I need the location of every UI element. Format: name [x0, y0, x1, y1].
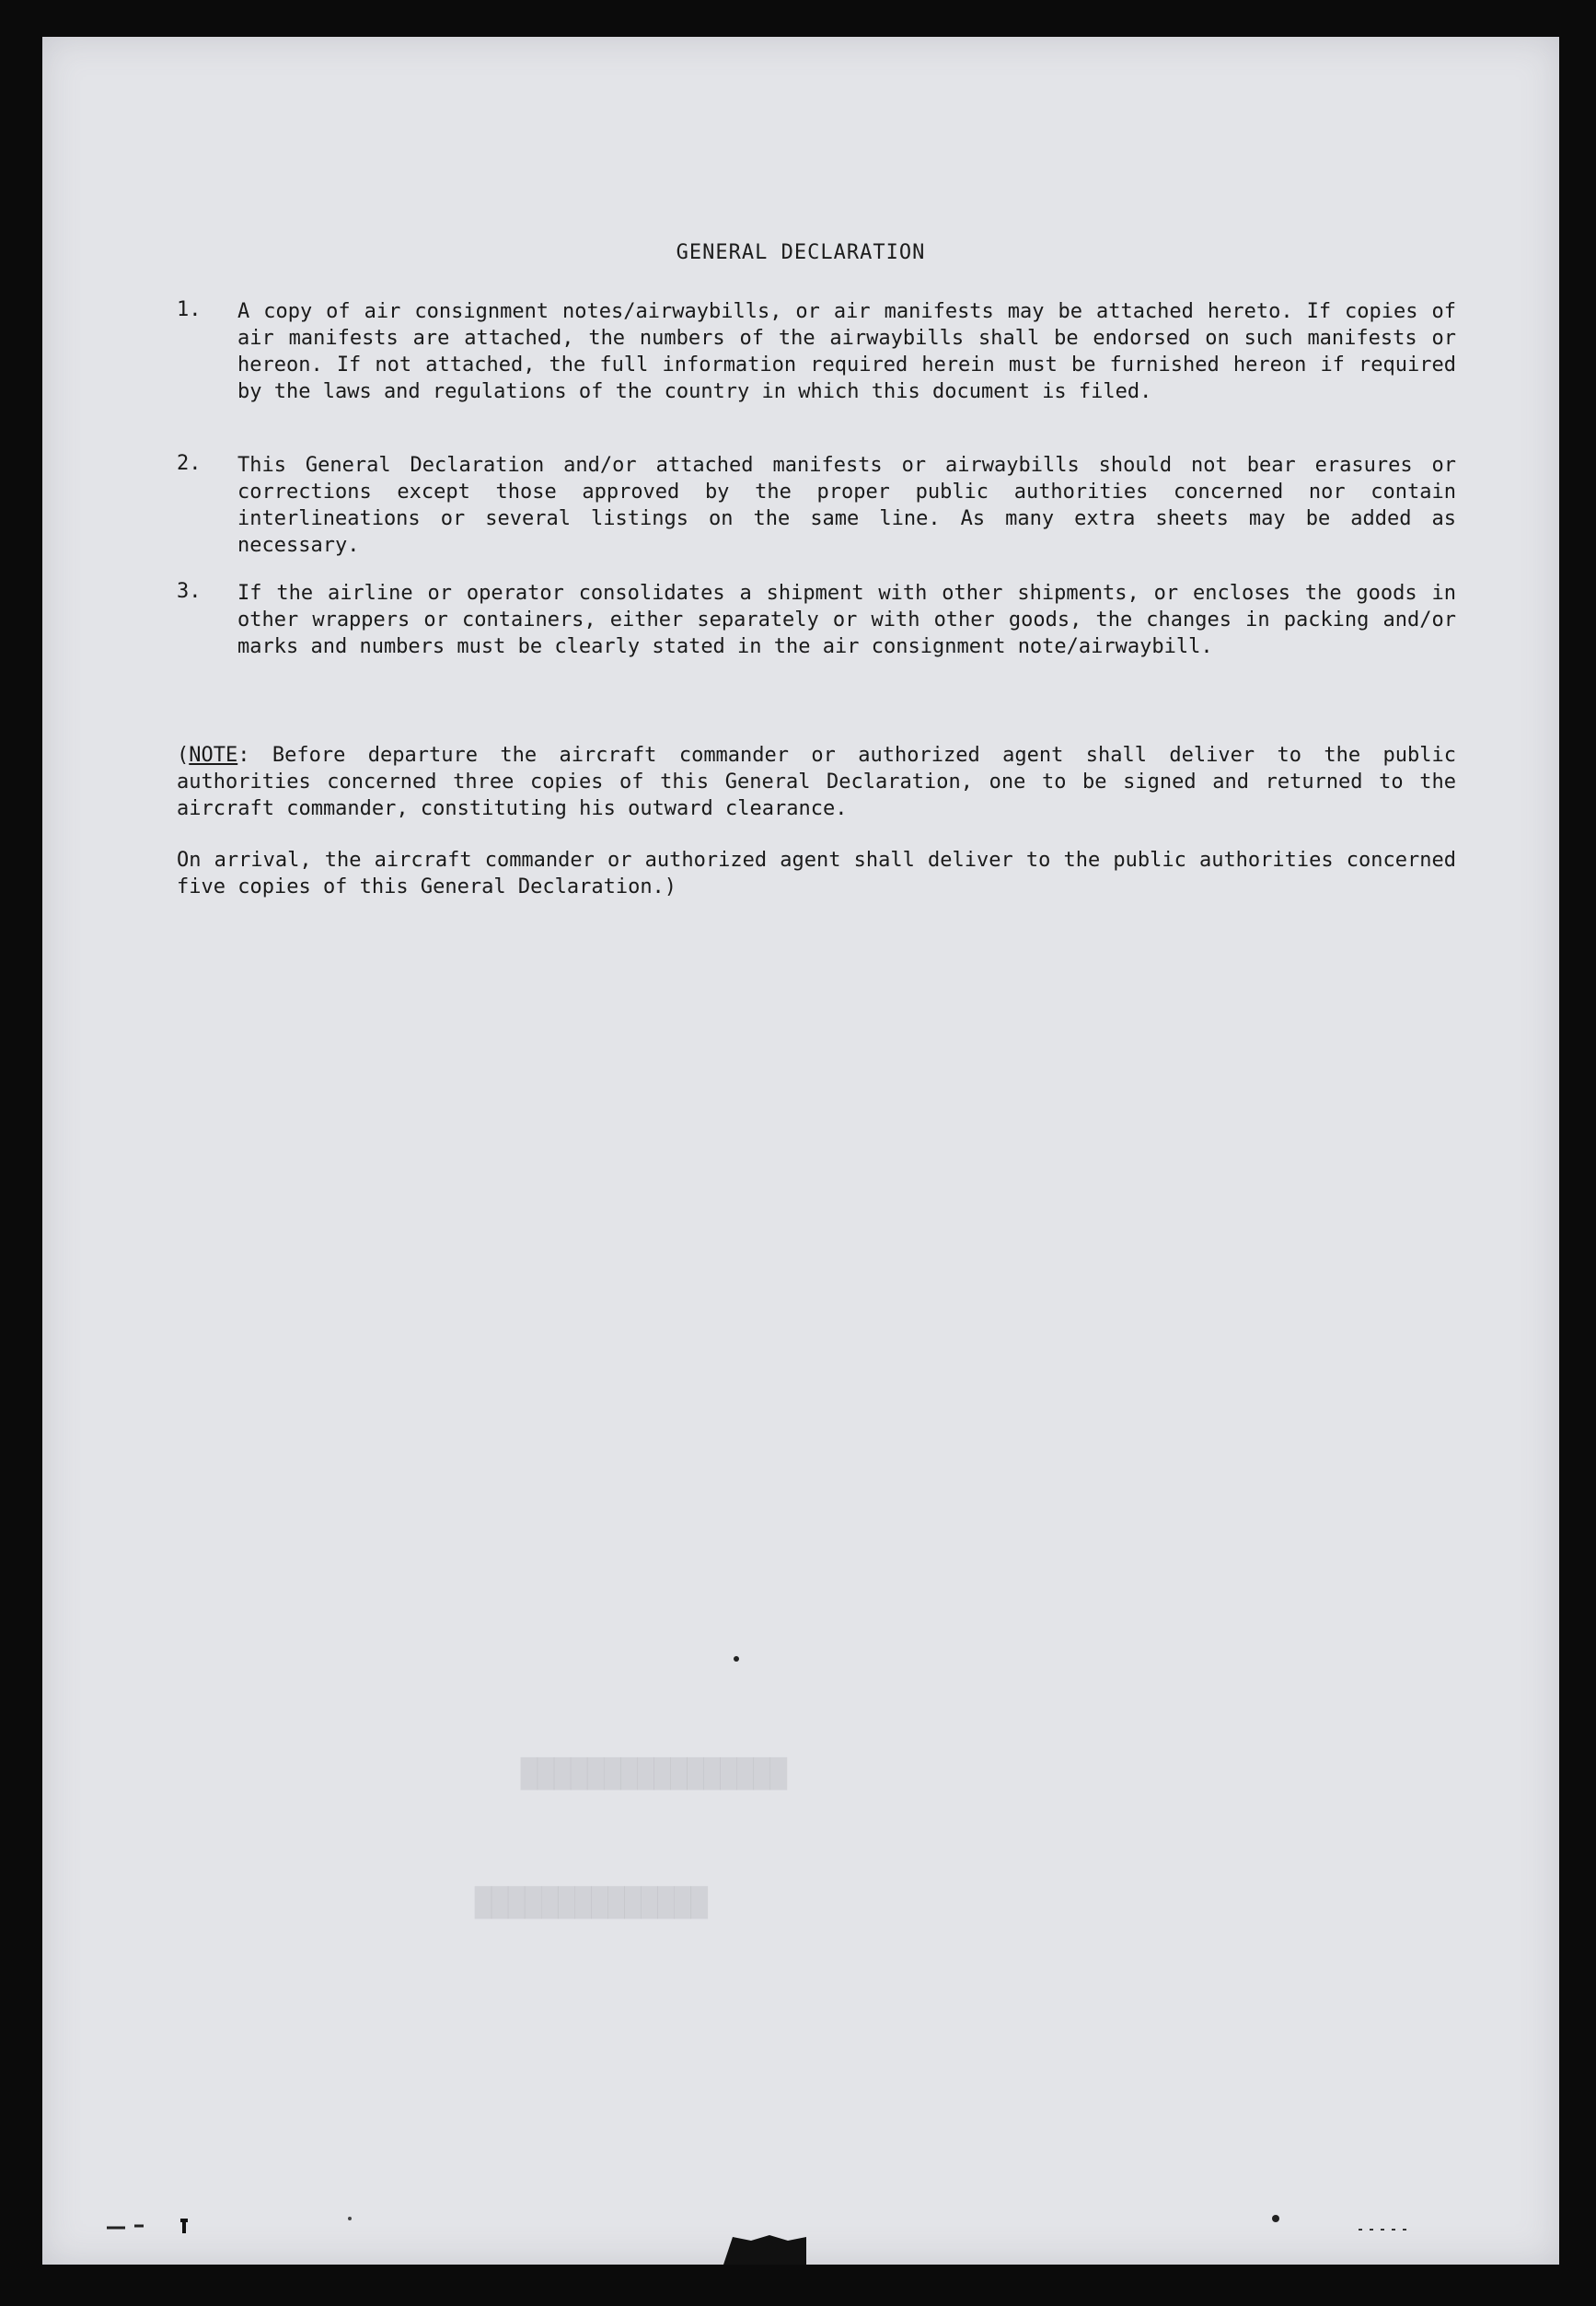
item-text: A copy of air consignment notes/airwaybills, or air manifests may be attached hereto. If copies of air manifests are attached, the numbers of the airwaybills shall be endorsed on such manifests or hereon. If not attached, the full information required herein must be furnished hereon if required by the laws and regulations of the country in which this document is filed.	[237, 300, 1456, 403]
item-number: 1.	[177, 298, 202, 321]
scan-specks	[42, 37, 1559, 2265]
note-open-paren: (	[177, 744, 190, 767]
bleed-through-artifact: ██████████████	[475, 1887, 708, 1919]
arrival-note: On arrival, the aircraft commander or authorized agent shall deliver to the public authorities concerned five copies of this General Declaration.)	[177, 849, 1456, 898]
document-title: GENERAL DECLARATION	[676, 241, 926, 264]
item-number: 3.	[177, 580, 202, 603]
bleed-through-artifact: ████████████████	[521, 1758, 787, 1790]
note-body: : Before departure the aircraft commander or authorized agent shall deliver to the public authorities concerned three copies of this General Declaration, one to be signed and returned to the aircraft commander, constituting his outward clearance.	[177, 744, 1456, 820]
item-text: If the airline or operator consolidates a shipment with other shipments, or encloses the goods in other wrappers or containers, either separately or with other goods, the changes in packing and/or marks and numbers must be clearly stated in the air consignment note/airwaybill.	[237, 582, 1456, 658]
document-page	[42, 37, 1559, 2265]
item-number: 2.	[177, 452, 202, 475]
item-text: This General Declaration and/or attached manifests or airwaybills should not bear erasures or corrections except those approved by the proper public authorities concerned nor contain interlineations or several listings on the same line. As many extra sheets may be added as necessary.	[237, 454, 1456, 557]
note-heading: NOTE	[189, 744, 238, 767]
